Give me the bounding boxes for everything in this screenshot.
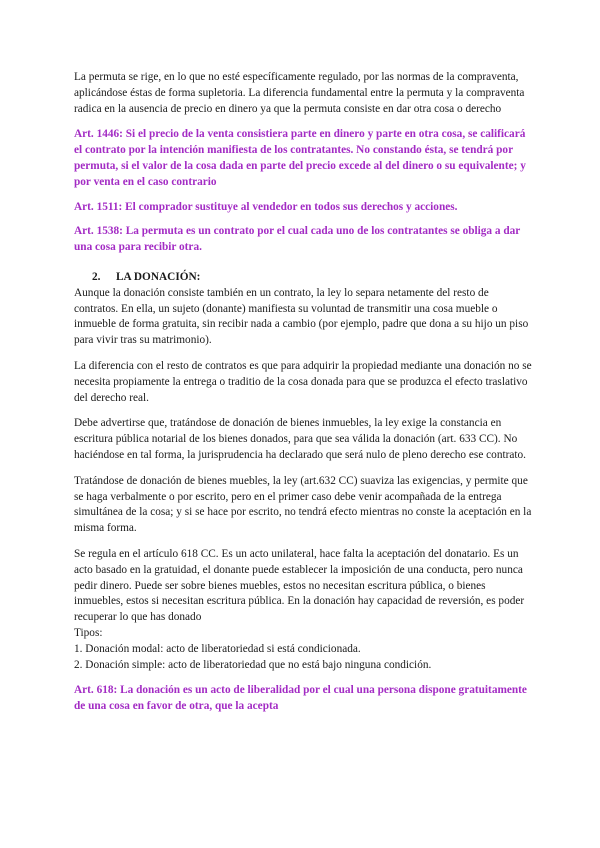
body-paragraph-4: Tratándose de donación de bienes muebles, la ley (art.632 CC) suaviza las exigencias, y permite que se haga verbalmente o por escrito, pero en el primer caso debe venir acompañada de la entrega simultánea de la cosa; y si se hace por escrito, no tendrá efecto mientras no conste la aceptación en la misma forma. (74, 474, 532, 535)
intro-paragraph: La permuta se rige, en lo que no esté específicamente regulado, por las normas de la compraventa, aplicándose éstas de forma supletoria. La diferencia fundamental entre la permuta y la compraventa radica en la ausencia de precio en dinero ya que la permuta consiste en dar otra cosa o derecho (74, 71, 525, 115)
body-paragraph-1: Aunque la donación consiste también en un contrato, la ley lo separa netamente del resto de contratos. En ella, un sujeto (donante) manifiesta su voluntad de transmitir una cosa mueble o inmueble de forma gratuita, sin recibir nada a cambio (por ejemplo, padre que dona a su hijo un piso para vivir tras su matrimonio). (74, 286, 529, 347)
body-paragraph-3: Debe advertirse que, tratándose de donación de bienes inmuebles, la ley exige la constancia en escritura pública notarial de los bienes donados, para que sea válida la donación (art. 633 CC). No haciéndose en tal forma, la jurisprudencia ha declarado que será nulo de pleno derecho ese contrato. (74, 417, 526, 461)
article-618: Art. 618: La donación es un acto de liberalidad por el cual una persona dispone gratuitamente de una cosa en favor de otra, que la acepta (74, 684, 527, 713)
section-number: 2. (92, 270, 101, 283)
types-list (74, 626, 532, 673)
type-item-modal: 1. Donación modal: acto de liberatoriedad si está condicionada. (74, 642, 361, 655)
section-heading (92, 270, 532, 286)
article-1538: Art. 1538: La permuta es un contrato por el cual cada uno de los contratantes se obliga a dar una cosa para recibir otra. (74, 225, 521, 254)
article-1446: Art. 1446: Si el precio de la venta consistiera parte en dinero y parte en otra cosa, se calificará el contrato por la intención manifiesta de los contratantes. No constando ésta, se tendrá por permuta, si el valor de la cosa dada en parte del precio excede al del dinero o su equivalente; y por venta en el caso contrario (74, 128, 526, 188)
types-label: Tipos: (74, 626, 103, 639)
body-paragraph-5: Se regula en el artículo 618 CC. Es un acto unilateral, hace falta la aceptación del donatario. Es un acto basado en la gratuidad, el donante puede establecer la imposición de una conducta, pero nunca pedir dinero. Puede ser sobre bienes muebles, estos no necesitan escritura pública, o bienes inmuebles, estos si necesitan escritura pública. En la donación hay capacidad de reversión, es poder recuperar lo que has donado (74, 547, 525, 624)
type-item-simple: 2. Donación simple: acto de liberatoriedad que no está bajo ninguna condición. (74, 658, 432, 671)
article-1511: Art. 1511: El comprador sustituye al vendedor en todos sus derechos y acciones. (74, 200, 458, 213)
document-page (74, 70, 532, 724)
body-paragraph-2: La diferencia con el resto de contratos es que para adquirir la propiedad mediante una donación no se necesita propiamente la entrega o traditio de la cosa donada para que se produzca el efecto traslativo del derecho real. (74, 359, 532, 404)
section-title: LA DONACIÓN: (116, 270, 201, 283)
